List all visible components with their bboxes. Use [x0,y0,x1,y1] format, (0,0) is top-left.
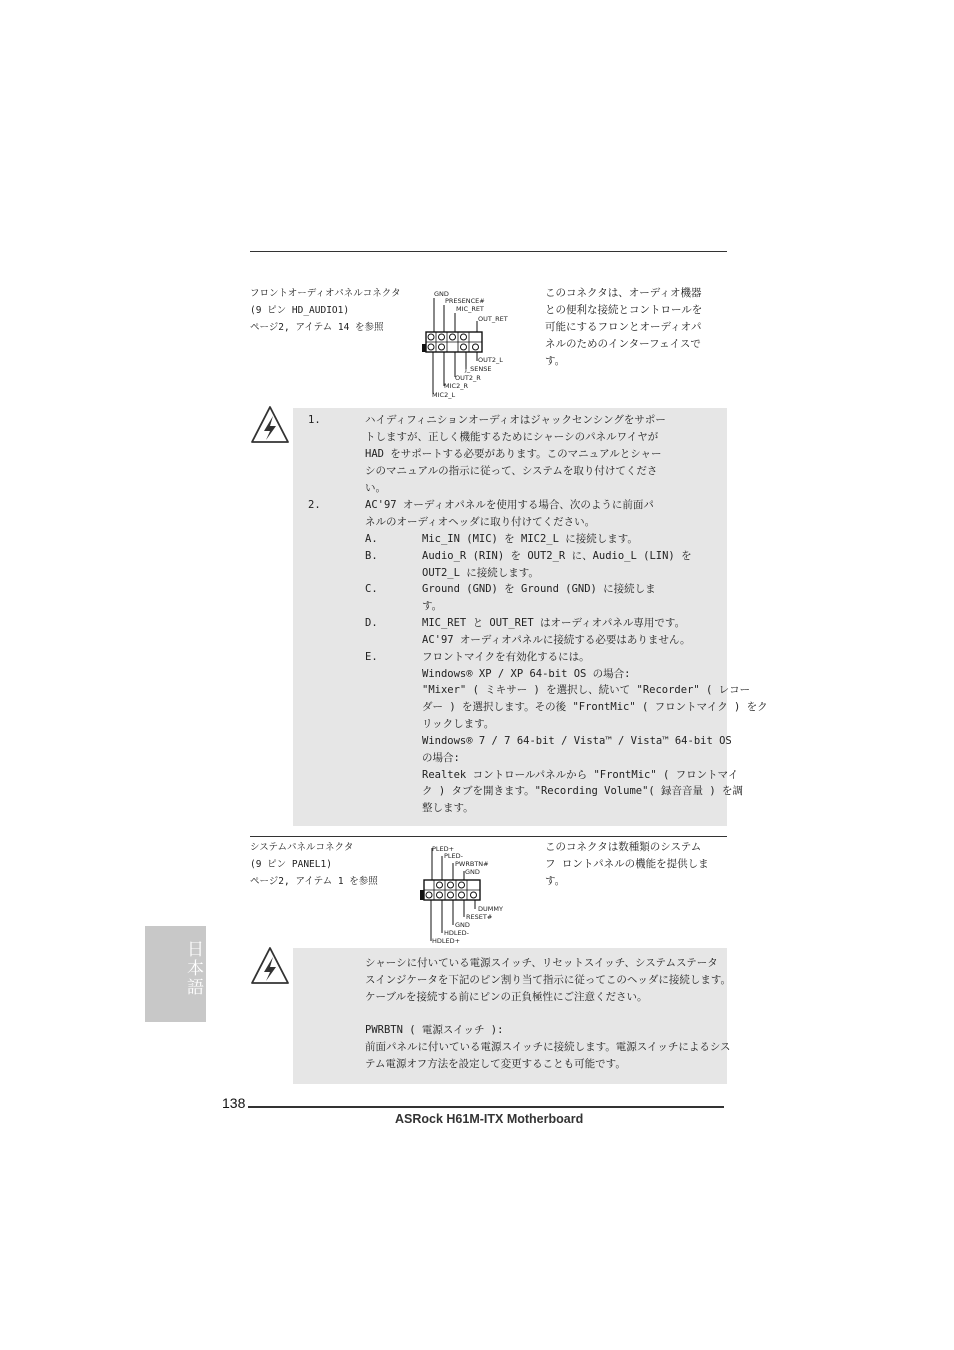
section1-page-ref: ページ2, アイテム 14 を参照 [250,322,384,333]
note2-line: テム電源オフ方法を設定して変更することも可能です。 [365,1058,626,1070]
pin-label: PLED- [444,852,463,860]
pin-label: HDLED- [444,929,469,937]
sub-key: C. [365,583,378,595]
pin-label: PWRBTN# [455,860,489,868]
footer-rule [248,1106,724,1108]
pin-label: GND [465,868,480,876]
page-number: 138 [222,1095,246,1111]
pin-label: DUMMY [478,905,503,913]
note1-line: AC'97 オーディオパネルを使用する場合、次のように前面パ [365,499,654,511]
pin-label: RESET# [466,913,493,921]
note1-line: ハイディフィニションオーディオはジャックセンシングをサポー [365,414,666,426]
language-tab-label: 日本語 [183,940,203,997]
note2-line: 前面パネルに付いている電源スイッチに接続します。電源スイッチによるシス [365,1041,731,1053]
note1-line: ネルのオーディオヘッダに取り付けてください。 [365,516,596,528]
pin-label: MIC_RET [456,305,484,313]
sub-line: 整します。 [422,802,474,814]
pin-label: PLED+ [432,845,455,853]
sub-line: AC'97 オーディオパネルに接続する必要はありません。 [422,634,691,646]
pin-label: GND [455,921,470,929]
language-tab [145,926,206,1022]
note1-num1: 1. [308,414,321,426]
sub-line: フロントマイクを有効化するには。 [422,651,590,663]
warning-icon [249,404,291,446]
note2-line: ケーブルを接続する前にピンの正負極性にご注意ください。 [365,991,648,1003]
top-rule [250,251,727,252]
note1-num2: 2. [308,499,321,511]
desc-line: フ ロントパネルの機能を提供しま [545,858,709,870]
sub-key: B. [365,550,378,562]
warning-icon [249,945,291,987]
note1-line: HAD をサポートする必要があります。このマニュアルとシャー [365,448,662,460]
note1-line: い。 [365,482,386,494]
section2-pin-info: (9 ピン PANEL1) [250,859,332,870]
note2-line: シャーシに付いている電源スイッチ、リセットスイッチ、システムステータ [365,957,718,969]
section2-rule [250,836,727,837]
pin-label: OUT2_R [455,374,481,382]
pin-label: OUT_RET [478,315,508,323]
sub-line: す。 [422,600,443,612]
pwrbtn-title: PWRBTN ( 電源スイッチ ): [365,1024,504,1036]
sub-line: の場合: [422,752,460,764]
section2-description [545,839,725,890]
desc-line: このコネクタは、オーディオ機器 [545,287,702,299]
sub-line: Mic_IN (MIC) を MIC2_L に接続します。 [422,533,638,545]
sub-line: MIC_RET と OUT_RET はオーディオパネル専用です。 [422,617,686,629]
pin-label: MIC2_R [444,382,468,390]
note1-line: トしますが、正しく機能するためにシャーシのパネルワイヤが [365,431,659,443]
desc-line: す。 [545,355,566,367]
sub-line: Realtek コントロールパネルから "FrontMic" ( フロントマイ [422,769,739,781]
section2-page-ref: ページ2, アイテム 1 を参照 [250,876,378,887]
desc-line: 可能にするフロンとオーディオパ [545,321,702,333]
section1-description [545,285,725,370]
pin-label: OUT2_L [478,356,503,364]
sub-line: Windows® XP / XP 64-bit OS の場合: [422,668,631,680]
desc-line: す。 [545,875,566,887]
pin-label: MIC2_L [432,391,456,399]
section1-pin-info: (9 ピン HD_AUDIO1) [250,305,350,316]
section1-title: フロントオーディオパネルコネクタ [250,288,401,299]
sub-key: D. [365,617,378,629]
sub-key: E. [365,651,378,663]
sub-key: A. [365,533,378,545]
pin-label: HDLED+ [432,937,461,945]
pin-label: GND [434,290,449,298]
note1-line: シのマニュアルの指示に従って、システムを取り付けてくださ [365,465,658,477]
desc-line: との便利な接続とコントロールを [545,304,703,316]
sub-line: "Mixer" ( ミキサー ) を選択し、続いて "Recorder" ( レコー [422,684,751,696]
sub-line: OUT2_L に接続します。 [422,567,539,579]
sub-line: ク ) タブを開きます。"Recording Volume"( 録音音量 ) を調 [422,785,744,797]
section2-title: システムパネルコネクタ [250,842,354,853]
pin-label: J_SENSE [465,365,492,373]
desc-line: このコネクタは数種類のシステム [545,841,702,853]
note2-line: スインジケータを下記のピン割り当て指示に従ってこのヘッダに接続します。 [365,974,731,986]
sub-line: ダー ) を選択します。その後 "FrontMic" ( フロントマイク ) をク [422,701,768,713]
desc-line: ネルのためのインターフェイスで [545,338,701,350]
sub-line: リックします。 [422,718,495,730]
sub-line: Ground (GND) を Ground (GND) に接続しま [422,583,656,595]
footer-title: ASRock H61M-ITX Motherboard [395,1112,584,1126]
pin-label: PRESENCE# [445,297,485,305]
sub-line: Audio_R (RIN) を OUT2_R に、Audio_L (LIN) を [422,550,692,562]
sub-line: Windows® 7 / 7 64-bit / Vista™ / Vista™ 64-bit OS [422,735,732,747]
